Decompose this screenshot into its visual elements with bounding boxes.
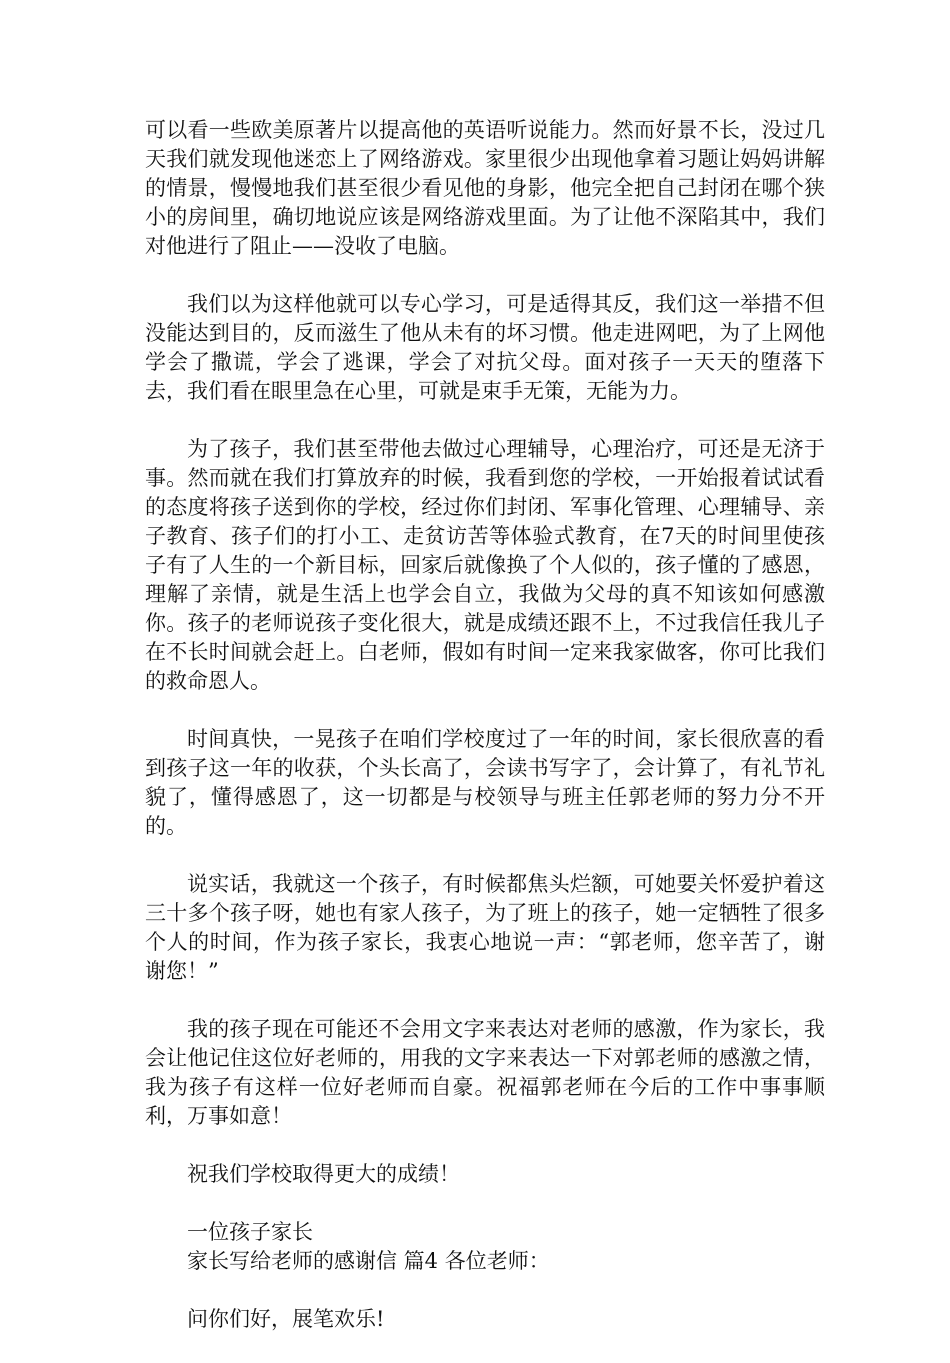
paragraph-3: 为了孩子，我们甚至带他去做过心理辅导，心理治疗，可还是无济于事。然而就在我们打算放弃的时候，我看到您的学校，一开始报着试试看的态度将孩子送到你的学校，经过你们封闭、军事化管理、心理辅导、亲子教育、孩子们的打小工、走贫访苦等体验式教育，在7天的时间里使孩子有了人生的一个新目标，回家后就像换了个人似的，孩子懂的了感恩，理解了亲情，就是生活上也学会自立，我做为父母的真不知该如何感激你。孩子的老师说孩子变化很大，就是成绩还跟不上，不过我信任我儿子在不长时间就会赶上。白老师，假如有时间一定来我家做客，你可比我们的救命恩人。 xyxy=(145,437,825,693)
paragraph-6: 我的孩子现在可能还不会用文字来表达对老师的感激，作为家长，我会让他记住这位好老师的，用我的文字来表达一下对郭老师的感激之情，我为孩子有这样一位好老师而自豪。祝福郭老师在今后的工作中事事顺利，万事如意！ xyxy=(145,1017,825,1128)
signature-block xyxy=(145,1218,825,1276)
signature-line: 一位孩子家长 xyxy=(187,1220,313,1244)
paragraph-2: 我们以为这样他就可以专心学习，可是适得其反，我们这一举措不但没能达到目的，反而滋生了他从未有的坏习惯。他走进网吧，为了上网他学会了撒谎，学会了逃课，学会了对抗父母。面对孩子一天天的堕落下去，我们看在眼里急在心里，可就是束手无策，无能为力。 xyxy=(145,292,825,403)
paragraph-1: 可以看一些欧美原著片以提高他的英语听说能力。然而好景不长，没过几天我们就发现他迷恋上了网络游戏。家里很少出现他拿着习题让妈妈讲解的情景，慢慢地我们甚至很少看见他的身影，他完全把自己封闭在哪个狭小的房间里，确切地说应该是网络游戏里面。为了让他不深陷其中，我们对他进行了阻止——没收了电脑。 xyxy=(145,118,825,258)
paragraph-5: 说实话，我就这一个孩子，有时候都焦头烂额，可她要关怀爱护着这三十多个孩子呀，她也有家人孩子，为了班上的孩子，她一定牺牲了很多个人的时间，作为孩子家长，我衷心地说一声：“郭老师，您辛苦了，谢谢您！” xyxy=(145,872,825,983)
paragraph-4: 时间真快，一晃孩子在咱们学校度过了一年的时间，家长很欣喜的看到孩子这一年的收获，个头长高了，会读书写字了，会计算了，有礼节礼貌了，懂得感恩了，这一切都是与校领导与班主任郭老师的努力分不开的。 xyxy=(145,727,825,838)
paragraph-7: 祝我们学校取得更大的成绩！ xyxy=(187,1162,460,1186)
greeting-line: 问你们好，展笔欢乐! xyxy=(187,1307,385,1331)
letter-heading-line: 家长写给老师的感谢信 篇4 各位老师： xyxy=(187,1249,550,1273)
document-body xyxy=(145,116,825,1363)
